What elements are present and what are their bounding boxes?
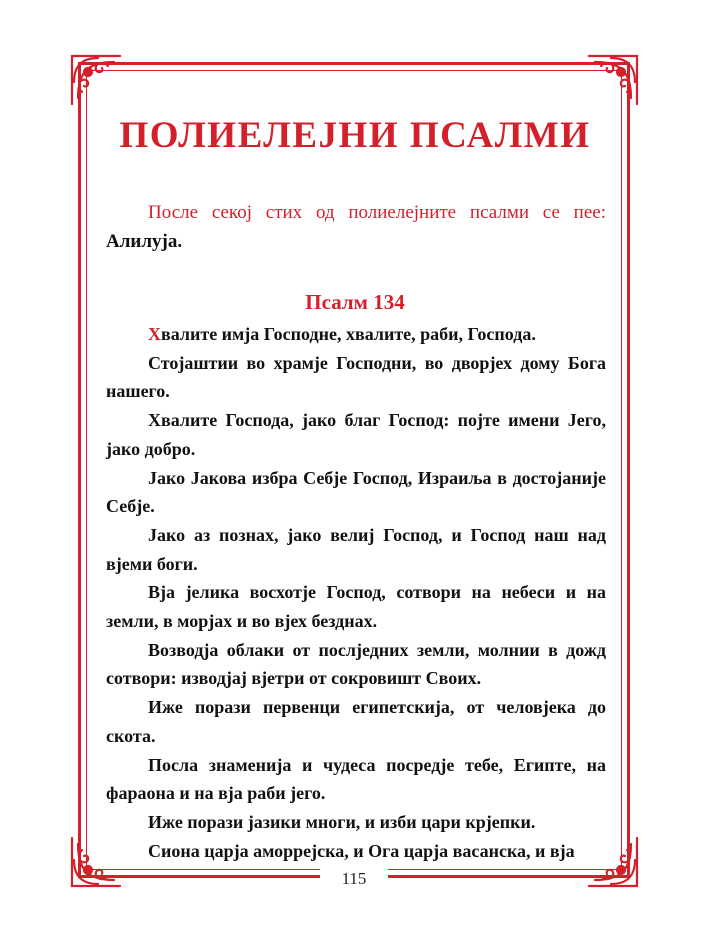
initial-letter: Х bbox=[148, 324, 161, 344]
psalm-heading: Псалм 134 bbox=[305, 290, 405, 314]
intro-paragraph bbox=[106, 198, 606, 256]
verse: Иже порази јазики многи, и изби цари крјепки. bbox=[148, 811, 536, 832]
corner-ornament-icon bbox=[68, 52, 124, 108]
page-title: ПОЛИЕЛЕЈНИ ПСАЛМИ bbox=[119, 115, 591, 156]
verse: Посла знаменија и чудеса посредје тебе, Египте, на фараона и на вја раби јего. bbox=[106, 754, 606, 804]
verse: Јако аз познах, јако велиј Господ, и Господ наш над вјеми боги. bbox=[106, 524, 606, 574]
verse: Стојаштии во храмје Господни, во дворјех дому Бога нашего. bbox=[106, 352, 606, 402]
intro-instruction: После секој стих од полиелејните псалми се пее: bbox=[148, 202, 606, 223]
verse: Возводја облаки от послједних земли, молнии в дожд сотвори: изводјај вјетри от сокровишт Своих. bbox=[106, 639, 606, 689]
corner-ornament-icon bbox=[585, 52, 641, 108]
intro-response: Алилуја. bbox=[106, 231, 183, 252]
psalm-text bbox=[106, 320, 606, 865]
verse: Јако Јакова избра Себје Господ, Израиља в достојаније Себје. bbox=[106, 467, 606, 517]
verse: Сиона царја аморрејска, и Ога царја васанска, и вја bbox=[148, 840, 575, 861]
page-number: 115 bbox=[341, 869, 367, 888]
verse: Иже порази первенци египетскија, от человјека до скота. bbox=[106, 697, 606, 746]
verse: Хвалите Господа, јако благ Господ: појте имени Јего, јако добро. bbox=[106, 410, 606, 459]
verse: Хвалите имја Господне, хвалите, раби, Господа. bbox=[148, 324, 536, 344]
verse: Вјa јелика восхотје Господ, сотвори на небеси и на земли, в морјах и во вјех безднах. bbox=[106, 582, 606, 632]
